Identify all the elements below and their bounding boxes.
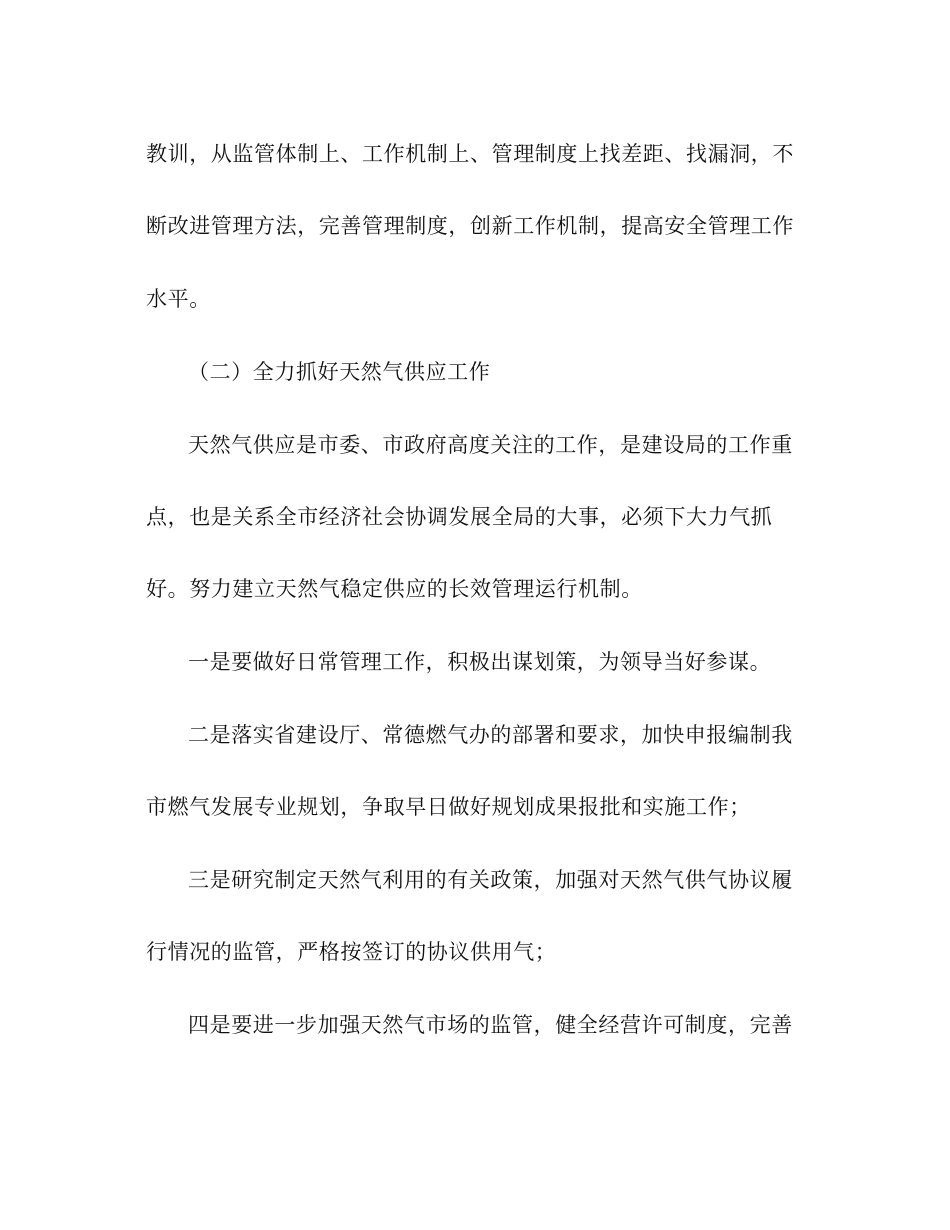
paragraph-line: 断改进管理方法，完善管理制度，创新工作机制，提高安全管理工作	[146, 214, 794, 238]
paragraph-line: 二是落实省建设厅、常德燃气办的部署和要求，加快申报编制我	[188, 723, 793, 747]
paragraph-line: 水平。	[146, 287, 211, 311]
section-heading: （二）全力抓好天然气供应工作	[188, 360, 491, 384]
paragraph-line: 好。努力建立天然气稳定供应的长效管理运行机制。	[146, 577, 643, 601]
paragraph-line: 教训，从监管体制上、工作机制上、管理制度上找差距、找漏洞，不	[146, 142, 794, 166]
paragraph-line: 点，也是关系全市经济社会协调发展全局的大事，必须下大力气抓	[146, 505, 773, 529]
paragraph-line: 天然气供应是市委、市政府高度关注的工作，是建设局的工作重	[188, 433, 793, 457]
paragraph-line: 三是研究制定天然气利用的有关政策，加强对天然气供气协议履	[188, 868, 793, 892]
paragraph-line: 市燃气发展专业规划，争取早日做好规划成果报批和实施工作；	[146, 795, 751, 819]
paragraph-line: 四是要进一步加强天然气市场的监管，健全经营许可制度，完善	[188, 1013, 793, 1037]
paragraph-line: 一是要做好日常管理工作，积极出谋划策，为领导当好参谋。	[188, 650, 772, 674]
paragraph-line: 行情况的监管，严格按签订的协议供用气；	[146, 940, 557, 964]
